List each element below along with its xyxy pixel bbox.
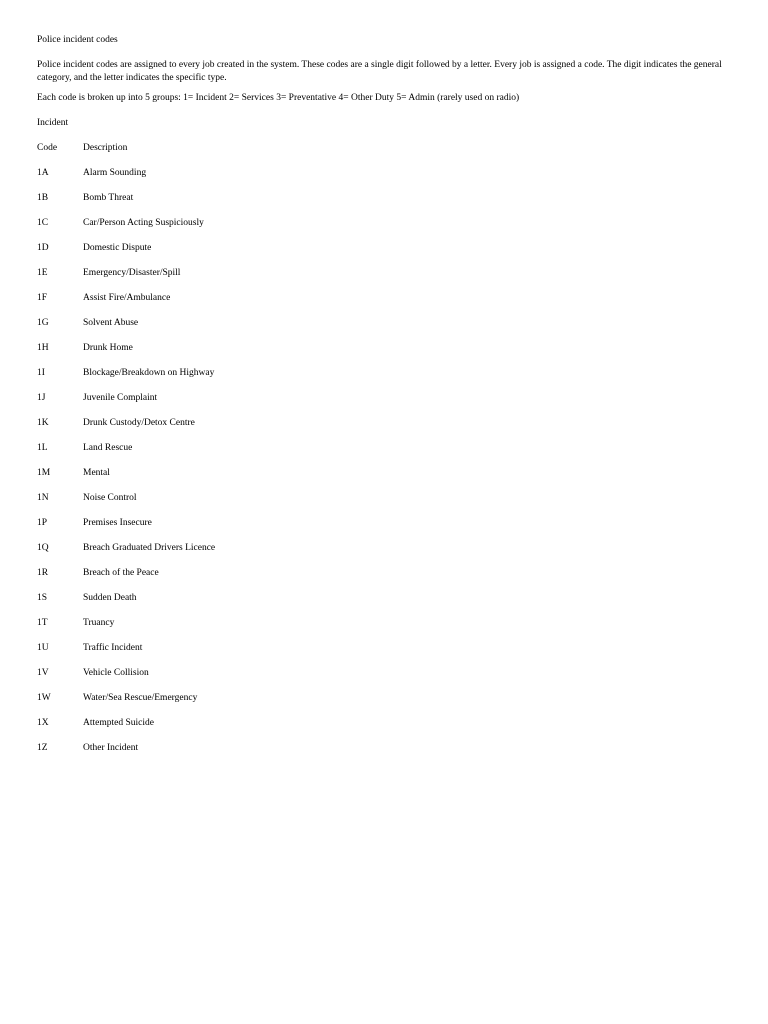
- table-row: [37, 367, 737, 392]
- incident-code: 1F: [37, 293, 48, 303]
- incident-code: 1U: [37, 643, 49, 653]
- incident-code: 1Q: [37, 543, 49, 553]
- incident-code: 1B: [37, 193, 49, 203]
- table-header-row: [37, 142, 737, 167]
- page-title: Police incident codes: [37, 35, 118, 45]
- incident-code: 1X: [37, 718, 49, 728]
- incident-description: Traffic Incident: [83, 643, 143, 653]
- incident-description: Emergency/Disaster/Spill: [83, 268, 181, 278]
- incident-description: Breach Graduated Drivers Licence: [83, 543, 216, 553]
- incident-description: Mental: [83, 468, 110, 478]
- incident-code: 1I: [37, 368, 45, 378]
- incident-code: 1A: [37, 168, 49, 178]
- incident-code: 1Z: [37, 743, 48, 753]
- table-row: [37, 267, 737, 292]
- incident-description: Car/Person Acting Suspiciously: [83, 218, 204, 228]
- incident-code: 1N: [37, 493, 49, 503]
- incident-code: 1E: [37, 268, 48, 278]
- table-row: [37, 417, 737, 442]
- incident-code: 1J: [37, 393, 46, 403]
- incident-code: 1P: [37, 518, 48, 528]
- section-heading: Incident: [37, 118, 69, 128]
- incident-code: 1T: [37, 618, 48, 628]
- table-row: [37, 292, 737, 317]
- incident-description: Breach of the Peace: [83, 568, 159, 578]
- incident-description: Domestic Dispute: [83, 243, 152, 253]
- incident-code: 1G: [37, 318, 49, 328]
- incident-description: Noise Control: [83, 493, 137, 503]
- incident-code: 1K: [37, 418, 49, 428]
- table-row: [37, 617, 737, 642]
- incident-description: Vehicle Collision: [83, 668, 149, 678]
- groups-paragraph: Each code is broken up into 5 groups: 1= Incident 2= Services 3= Preventative 4= Other Duty 5= Admin (rarely used on radio): [37, 93, 520, 103]
- incident-description: Premises Insecure: [83, 518, 152, 528]
- incident-description: Truancy: [83, 618, 115, 628]
- incident-description: Land Rescue: [83, 443, 133, 453]
- incident-description: Sudden Death: [83, 593, 137, 603]
- incident-description: Attempted Suicide: [83, 718, 154, 728]
- table-row: [37, 592, 737, 617]
- table-row: [37, 667, 737, 692]
- table-row: [37, 692, 737, 717]
- document-page: [37, 34, 737, 767]
- table-row: [37, 467, 737, 492]
- incident-code: 1R: [37, 568, 49, 578]
- table-row: [37, 217, 737, 242]
- incident-code: 1M: [37, 468, 51, 478]
- incident-description: Other Incident: [83, 743, 139, 753]
- incident-description: Water/Sea Rescue/Emergency: [83, 693, 198, 703]
- table-row: [37, 392, 737, 417]
- table-row: [37, 642, 737, 667]
- table-row: [37, 242, 737, 267]
- incident-description: Juvenile Complaint: [83, 393, 158, 403]
- table-body: [37, 167, 737, 767]
- table-row: [37, 167, 737, 192]
- incident-description: Alarm Sounding: [83, 168, 147, 178]
- table-row: [37, 317, 737, 342]
- table-row: [37, 717, 737, 742]
- incident-description: Assist Fire/Ambulance: [83, 293, 171, 303]
- incident-code: 1H: [37, 343, 49, 353]
- incident-code: 1S: [37, 593, 48, 603]
- incident-code: 1V: [37, 668, 49, 678]
- table-row: [37, 342, 737, 367]
- incident-code: 1L: [37, 443, 48, 453]
- incident-description: Blockage/Breakdown on Highway: [83, 368, 215, 378]
- column-header-description: Description: [83, 143, 128, 153]
- table-row: [37, 517, 737, 542]
- incident-description: Drunk Custody/Detox Centre: [83, 418, 195, 428]
- incident-code: 1W: [37, 693, 51, 703]
- table-row: [37, 192, 737, 217]
- table-row: [37, 567, 737, 592]
- incident-description: Bomb Threat: [83, 193, 134, 203]
- column-header-code: Code: [37, 143, 58, 153]
- incident-code: 1D: [37, 243, 49, 253]
- incident-description: Solvent Abuse: [83, 318, 139, 328]
- intro-paragraph: Police incident codes are assigned to every job created in the system. These codes are a single digit followed by a letter. Every job is assigned a code. The digit indicates the general category, and the letter indicates the specific type.: [37, 60, 722, 83]
- incident-description: Drunk Home: [83, 343, 133, 353]
- table-row: [37, 492, 737, 517]
- incident-codes-table: [37, 142, 737, 767]
- table-row: [37, 542, 737, 567]
- incident-code: 1C: [37, 218, 49, 228]
- table-row: [37, 442, 737, 467]
- table-row: [37, 742, 737, 767]
